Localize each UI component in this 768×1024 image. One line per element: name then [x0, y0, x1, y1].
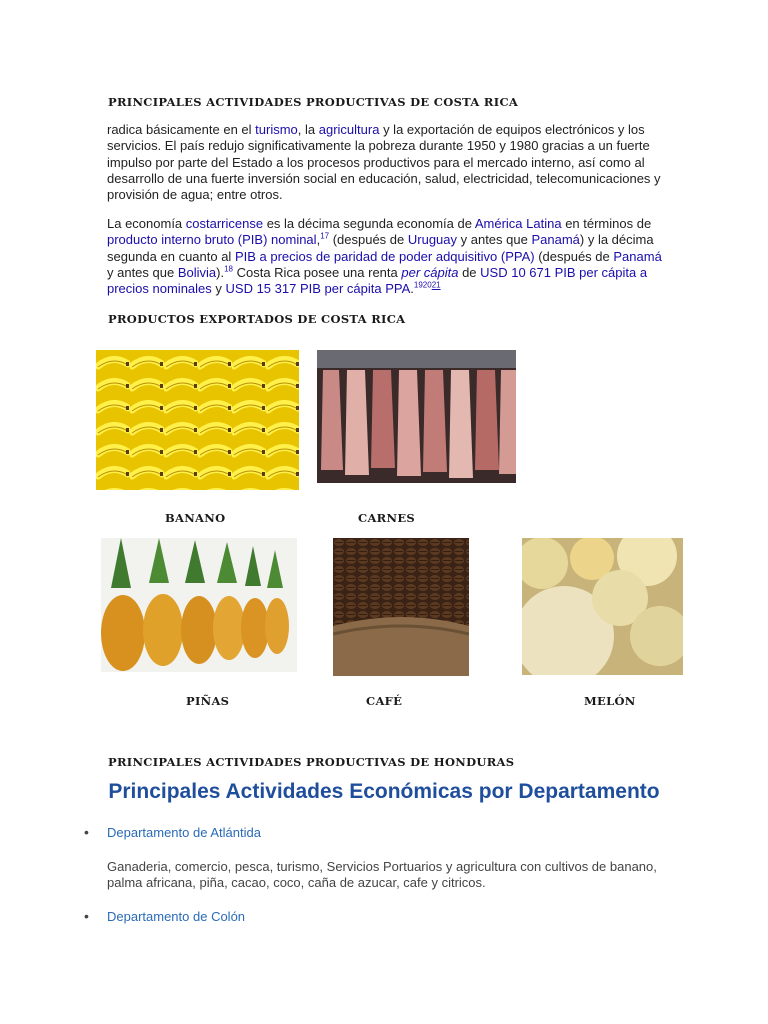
text: radica básicamente en el	[107, 122, 256, 137]
text: , la	[297, 122, 319, 137]
text: y antes que	[457, 232, 532, 248]
bullet: •	[84, 908, 89, 924]
melon-photo	[522, 538, 683, 675]
coffee-photo	[333, 538, 469, 676]
text: en términos de	[561, 216, 652, 231]
section-heading-costa-rica-activities: PRINCIPALES ACTIVIDADES PRODUCTIVAS DE COSTA RICA	[108, 95, 519, 109]
footnote-18[interactable]: 18	[224, 264, 233, 274]
link-panama[interactable]: Panamá	[531, 232, 580, 248]
footnote-1920[interactable]: 1920	[413, 280, 432, 290]
footnote-17[interactable]: 17	[320, 231, 330, 241]
caption-cafe: CAFÉ	[366, 694, 403, 708]
department-description: Ganaderia, comercio, pesca, turismo, Servicios Portuarios y agricultura con cultivos de banano, palma africana, piña, cacao, coco, caña de azucar, cafe y citricos.	[107, 859, 657, 890]
link-panama-2[interactable]: Panamá	[613, 248, 662, 264]
banana-photo	[96, 350, 299, 490]
text: de	[458, 264, 481, 280]
text: es la décima segunda economía de	[263, 216, 475, 231]
caption-banano: BANANO	[165, 511, 226, 525]
text: y antes que	[107, 264, 178, 280]
link-agricultura[interactable]: agricultura	[318, 122, 380, 137]
link-america-latina[interactable]: América Latina	[474, 216, 562, 231]
text: ) y la décima segunda en cuanto al	[107, 232, 654, 264]
text: La economía	[107, 216, 186, 231]
text: ,	[316, 232, 321, 248]
pineapple-photo	[101, 538, 297, 672]
caption-pinas: PIÑAS	[186, 694, 230, 708]
text: .	[410, 281, 414, 297]
link-bolivia[interactable]: Bolivia	[177, 264, 217, 280]
section-heading-exported-products: PRODUCTOS EXPORTADOS DE COSTA RICA	[108, 312, 406, 326]
meat-photo	[317, 350, 516, 483]
section-heading-honduras-activities: PRINCIPALES ACTIVIDADES PRODUCTIVAS DE HONDURAS	[108, 755, 515, 769]
link-costarricense[interactable]: costarricense	[185, 216, 264, 231]
link-pib-nominal[interactable]: producto interno bruto (PIB) nominal	[107, 232, 317, 248]
paragraph-economy-intro	[107, 122, 667, 203]
link-departamento-atlantida[interactable]: Departamento de Atlántida	[107, 825, 261, 840]
link-per-capita[interactable]: per cápita	[401, 264, 459, 280]
link-pib-ppa[interactable]: PIB a precios de paridad de poder adquisitivo (PPA)	[234, 248, 535, 264]
bullet: •	[84, 824, 89, 840]
text: y	[211, 281, 226, 297]
text: y la exportación de equipos electrónicos y los servicios. El país redujo significativamente la pobreza durante 1950 y 1980 gracias a un fuerte impulso por parte del Estado a los procesos productivos para el mercado interno, así como al desarrollo de una fuerte inversión social en educación, salud, electricidad, telecomunicaciones y provisión de agua; entre otros.	[107, 122, 661, 203]
link-turismo[interactable]: turismo	[255, 122, 298, 137]
link-uruguay[interactable]: Uruguay	[407, 232, 458, 248]
link-departamento-colon[interactable]: Departamento de Colón	[107, 909, 246, 924]
paragraph-economy-ranking	[107, 216, 667, 297]
link-usd-nominal[interactable]: USD 10 671 PIB per cápita a precios nominales	[107, 264, 648, 297]
text: Costa Rica posee una renta	[232, 264, 402, 280]
page-title-departments: Principales Actividades Económicas por Departamento	[108, 780, 660, 803]
caption-carnes: CARNES	[358, 511, 416, 525]
text: (después de	[534, 248, 614, 264]
link-usd-ppa[interactable]: USD 15 317 PIB per cápita PPA	[225, 281, 411, 297]
caption-melon: MELÓN	[584, 694, 636, 708]
text: (después de	[329, 232, 408, 248]
text: ).	[216, 264, 225, 280]
footnote-21[interactable]: 21	[431, 280, 441, 290]
